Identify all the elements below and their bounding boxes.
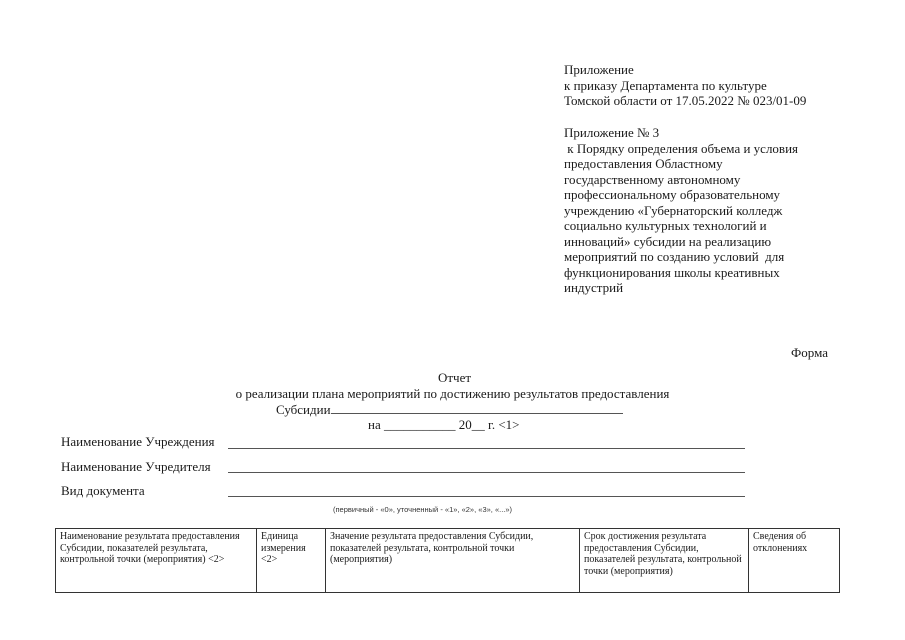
table-header-cell: Единица измерения <2> xyxy=(257,529,326,593)
annex-line: профессиональному образовательному xyxy=(564,187,781,202)
subsidy-line xyxy=(276,401,623,418)
doc-type-hint: (первичный - «0», уточненный - «1», «2», «3», «...») xyxy=(333,505,513,514)
report-title: Отчет xyxy=(437,370,472,385)
annex-line: учреждению «Губернаторский колледж xyxy=(564,202,783,218)
annex-line: предоставления Областному xyxy=(564,156,723,171)
date-blank[interactable]: ___________ xyxy=(383,417,456,432)
date-year: 20__ г. <1> xyxy=(458,417,520,432)
annex-line: социально культурных технологий и xyxy=(564,218,767,233)
report-subtitle: о реализации плана мероприятий по достижению результатов предоставления xyxy=(235,386,670,401)
form-label: Форма xyxy=(791,345,828,360)
table-header-cell: Значение результата предоставления Субсидии, показателей результата, контрольной точки (мероприятия) xyxy=(326,529,580,593)
founder-field[interactable] xyxy=(228,472,745,473)
annex-line: Приложение № 3 xyxy=(564,125,660,140)
institution-label: Наименование Учреждения xyxy=(61,434,215,449)
annex-line: функционирования школы креативных xyxy=(564,264,780,280)
subsidy-blank[interactable] xyxy=(331,401,623,414)
report-table xyxy=(55,528,840,593)
subsidy-label: Субсидии xyxy=(276,402,331,417)
annex-line: Приложение xyxy=(564,62,634,77)
annex-line: к Порядку определения объема и условия xyxy=(564,140,798,156)
annex-line: индустрий xyxy=(564,280,624,295)
date-prefix: на xyxy=(368,417,381,432)
institution-field[interactable] xyxy=(228,448,745,449)
table-header-cell: Наименование результата предоставления Субсидии, показателей результата, контрольной точки (мероприятия) <2> xyxy=(56,529,257,593)
annex-line: мероприятий по созданию условий для xyxy=(564,249,785,264)
doc-type-label: Вид документа xyxy=(61,483,145,498)
table-header-cell: Сведения об отклонениях xyxy=(749,529,840,593)
annex-line: государственному автономному xyxy=(564,171,741,187)
annex-3-reference xyxy=(564,125,798,296)
annex-reference xyxy=(564,62,806,109)
table-header-cell: Срок достижения результата предоставления Субсидии, показателей результата, контрольной точки (мероприятия) xyxy=(580,529,749,593)
doc-type-field[interactable] xyxy=(228,496,745,497)
annex-line: Томской области от 17.05.2022 № 023/01-09 xyxy=(564,93,807,108)
date-line xyxy=(368,417,520,433)
founder-label: Наименование Учредителя xyxy=(61,459,211,474)
annex-line: инноваций» субсидии на реализацию xyxy=(564,233,772,249)
annex-line: к приказу Департамента по культуре xyxy=(564,77,767,93)
table-header-row xyxy=(56,529,840,593)
